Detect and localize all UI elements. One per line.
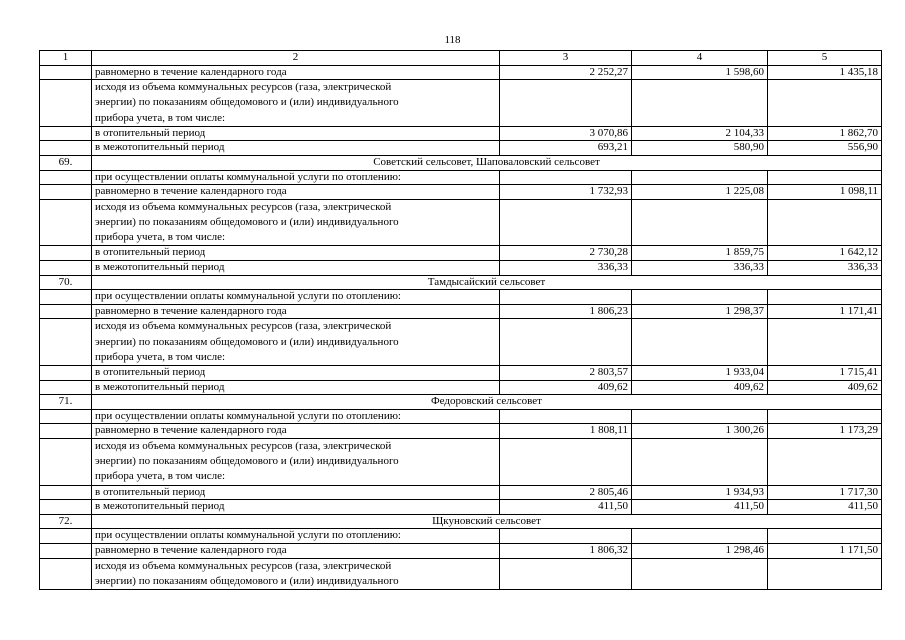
table-row-subheading — [40, 529, 882, 544]
section-title: Федоровский сельсовет — [92, 395, 882, 410]
column-header-3: 3 — [500, 51, 632, 66]
value-cell-5: 336,33 — [768, 260, 882, 275]
value-cell-4: 1 933,04 — [632, 365, 768, 380]
row-description — [92, 199, 500, 246]
value-cell-3: 411,50 — [500, 500, 632, 515]
row-number — [40, 409, 92, 424]
value-cell-5: 1 171,50 — [768, 543, 882, 558]
table-row-intro — [40, 80, 882, 127]
column-number-row — [40, 51, 882, 66]
table-row-subheading — [40, 409, 882, 424]
section-title: Советский сельсовет, Шаповаловский сельсовет — [92, 155, 882, 170]
value-cell-4: 1 300,26 — [632, 424, 768, 439]
value-cell-5 — [768, 558, 882, 589]
value-cell-4: 1 859,75 — [632, 246, 768, 261]
value-cell-3 — [500, 438, 632, 485]
column-header-1: 1 — [40, 51, 92, 66]
value-cell-3: 2 803,57 — [500, 365, 632, 380]
section-header-row — [40, 514, 882, 529]
value-cell-4 — [632, 319, 768, 366]
value-cell-3 — [500, 558, 632, 589]
table-row — [40, 65, 882, 80]
row-description — [92, 319, 500, 366]
value-cell-4 — [632, 529, 768, 544]
value-cell-4: 1 598,60 — [632, 65, 768, 80]
section-header-row — [40, 155, 882, 170]
value-cell-3 — [500, 290, 632, 305]
row-number: 69. — [40, 155, 92, 170]
row-description: равномерно в течение календарного года — [92, 304, 500, 319]
row-number — [40, 260, 92, 275]
row-number — [40, 170, 92, 185]
row-description — [92, 558, 500, 589]
row-description: равномерно в течение календарного года — [92, 65, 500, 80]
description-line: энергии) по показаниям общедомового и (или) индивидуального — [95, 574, 399, 587]
value-cell-3: 2 730,28 — [500, 246, 632, 261]
row-description: в отопительный период — [92, 365, 500, 380]
row-description: равномерно в течение календарного года — [92, 424, 500, 439]
value-cell-5: 1 717,30 — [768, 485, 882, 500]
description-line: исходя из объема коммунальных ресурсов (газа, электрической — [95, 559, 392, 572]
table-row — [40, 141, 882, 156]
table-row — [40, 246, 882, 261]
value-cell-5: 411,50 — [768, 500, 882, 515]
value-cell-4: 580,90 — [632, 141, 768, 156]
value-cell-4 — [632, 170, 768, 185]
description-line: исходя из объема коммунальных ресурсов (газа, электрической — [95, 439, 392, 452]
description-line: энергии) по показаниям общедомового и (или) индивидуального — [95, 215, 399, 228]
description-line: прибора учета, в том числе: — [95, 231, 226, 244]
row-number — [40, 304, 92, 319]
table-row-intro — [40, 558, 882, 589]
row-number — [40, 185, 92, 200]
description-line: исходя из объема коммунальных ресурсов (газа, электрической — [95, 81, 392, 94]
row-description: в межотопительный период — [92, 380, 500, 395]
tariff-table — [39, 50, 882, 590]
row-number — [40, 246, 92, 261]
description-line: энергии) по показаниям общедомового и (или) индивидуального — [95, 455, 399, 468]
row-number — [40, 500, 92, 515]
value-cell-4 — [632, 438, 768, 485]
row-description: в отопительный период — [92, 246, 500, 261]
value-cell-3: 2 252,27 — [500, 65, 632, 80]
row-description — [92, 438, 500, 485]
value-cell-4: 1 225,08 — [632, 185, 768, 200]
row-number — [40, 380, 92, 395]
value-cell-5: 1 862,70 — [768, 126, 882, 141]
value-cell-3: 1 808,11 — [500, 424, 632, 439]
value-cell-5 — [768, 170, 882, 185]
table-row — [40, 185, 882, 200]
value-cell-4: 2 104,33 — [632, 126, 768, 141]
value-cell-5: 1 171,41 — [768, 304, 882, 319]
description-line: энергии) по показаниям общедомового и (или) индивидуального — [95, 96, 399, 109]
column-header-5: 5 — [768, 51, 882, 66]
row-description: при осуществлении оплаты коммунальной услуги по отоплению: — [92, 170, 500, 185]
table-row-intro — [40, 319, 882, 366]
value-cell-4 — [632, 199, 768, 246]
table-row — [40, 485, 882, 500]
row-number — [40, 199, 92, 246]
row-description: при осуществлении оплаты коммунальной услуги по отоплению: — [92, 529, 500, 544]
description-line: исходя из объема коммунальных ресурсов (газа, электрической — [95, 200, 392, 213]
row-number — [40, 365, 92, 380]
table-row-subheading — [40, 170, 882, 185]
value-cell-5 — [768, 409, 882, 424]
row-number — [40, 65, 92, 80]
row-description: в межотопительный период — [92, 260, 500, 275]
row-number — [40, 290, 92, 305]
row-number — [40, 424, 92, 439]
row-description: в межотопительный период — [92, 141, 500, 156]
section-header-row — [40, 395, 882, 410]
value-cell-3: 2 805,46 — [500, 485, 632, 500]
value-cell-4: 336,33 — [632, 260, 768, 275]
description-line: прибора учета, в том числе: — [95, 111, 226, 124]
row-number: 70. — [40, 275, 92, 290]
page-number: 118 — [444, 34, 461, 46]
value-cell-5: 1 435,18 — [768, 65, 882, 80]
value-cell-3 — [500, 170, 632, 185]
row-description: при осуществлении оплаты коммунальной услуги по отоплению: — [92, 409, 500, 424]
description-line: исходя из объема коммунальных ресурсов (газа, электрической — [95, 320, 392, 333]
value-cell-4 — [632, 558, 768, 589]
table-row — [40, 126, 882, 141]
table-row-subheading — [40, 290, 882, 305]
column-header-4: 4 — [632, 51, 768, 66]
description-line: энергии) по показаниям общедомового и (или) индивидуального — [95, 335, 399, 348]
value-cell-3 — [500, 409, 632, 424]
value-cell-4: 1 298,37 — [632, 304, 768, 319]
row-number — [40, 438, 92, 485]
value-cell-3: 1 806,23 — [500, 304, 632, 319]
value-cell-4: 1 298,46 — [632, 543, 768, 558]
value-cell-5 — [768, 199, 882, 246]
value-cell-4 — [632, 409, 768, 424]
row-description: при осуществлении оплаты коммунальной услуги по отоплению: — [92, 290, 500, 305]
value-cell-3: 3 070,86 — [500, 126, 632, 141]
section-title: Тамдысайский сельсовет — [92, 275, 882, 290]
row-description — [92, 80, 500, 127]
table-row — [40, 543, 882, 558]
row-number — [40, 141, 92, 156]
table-body — [40, 65, 882, 589]
value-cell-5: 1 642,12 — [768, 246, 882, 261]
row-description: в межотопительный период — [92, 500, 500, 515]
table-row — [40, 500, 882, 515]
value-cell-3 — [500, 80, 632, 127]
row-number — [40, 485, 92, 500]
table-row — [40, 365, 882, 380]
value-cell-3 — [500, 199, 632, 246]
table-row — [40, 304, 882, 319]
value-cell-3: 1 806,32 — [500, 543, 632, 558]
table-row — [40, 260, 882, 275]
value-cell-5: 1 715,41 — [768, 365, 882, 380]
value-cell-4: 1 934,93 — [632, 485, 768, 500]
value-cell-5: 1 173,29 — [768, 424, 882, 439]
value-cell-5 — [768, 80, 882, 127]
value-cell-5: 409,62 — [768, 380, 882, 395]
value-cell-4 — [632, 80, 768, 127]
table-row — [40, 380, 882, 395]
value-cell-3: 1 732,93 — [500, 185, 632, 200]
section-title: Щкуновский сельсовет — [92, 514, 882, 529]
value-cell-5 — [768, 319, 882, 366]
row-number — [40, 529, 92, 544]
row-number — [40, 319, 92, 366]
row-number — [40, 80, 92, 127]
value-cell-4: 409,62 — [632, 380, 768, 395]
value-cell-3: 336,33 — [500, 260, 632, 275]
table-row-intro — [40, 199, 882, 246]
value-cell-5 — [768, 529, 882, 544]
section-header-row — [40, 275, 882, 290]
description-line: прибора учета, в том числе: — [95, 350, 226, 363]
description-line: прибора учета, в том числе: — [95, 470, 226, 483]
row-number — [40, 126, 92, 141]
row-number — [40, 558, 92, 589]
value-cell-3: 409,62 — [500, 380, 632, 395]
row-description: равномерно в течение календарного года — [92, 543, 500, 558]
value-cell-5 — [768, 290, 882, 305]
table-row-intro — [40, 438, 882, 485]
column-header-2: 2 — [92, 51, 500, 66]
value-cell-4: 411,50 — [632, 500, 768, 515]
value-cell-3 — [500, 319, 632, 366]
value-cell-3 — [500, 529, 632, 544]
value-cell-5: 1 098,11 — [768, 185, 882, 200]
row-number — [40, 543, 92, 558]
value-cell-5: 556,90 — [768, 141, 882, 156]
value-cell-4 — [632, 290, 768, 305]
row-description: в отопительный период — [92, 485, 500, 500]
row-description: равномерно в течение календарного года — [92, 185, 500, 200]
row-number: 72. — [40, 514, 92, 529]
value-cell-3: 693,21 — [500, 141, 632, 156]
row-number: 71. — [40, 395, 92, 410]
table-row — [40, 424, 882, 439]
row-description: в отопительный период — [92, 126, 500, 141]
value-cell-5 — [768, 438, 882, 485]
